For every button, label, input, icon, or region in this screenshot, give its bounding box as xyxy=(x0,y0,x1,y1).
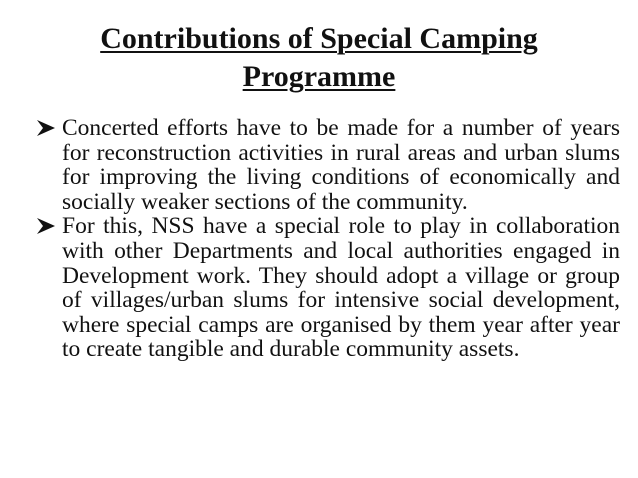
arrow-bullet-icon xyxy=(34,214,58,238)
slide-title-line-1: Contributions of Special Camping xyxy=(100,22,538,55)
bullet-text-1: Concerted efforts have to be made for a number of years for reconstruction activities in rural areas and urban slums for improving the living conditions of economically and socially weaker sections of the community. xyxy=(62,115,620,215)
bullet-item-2 xyxy=(34,214,620,362)
arrow-bullet-icon xyxy=(34,116,58,140)
bullet-text-2: For this, NSS have a special role to play in collaboration with other Departments and local authorities engaged in Development work. They should adopt a village or group of villages/urban slums for intensive social development, where special camps are organised by them year after year to create tangible and durable community assets. xyxy=(62,213,620,363)
bullet-item-1 xyxy=(34,116,620,214)
slide-title-line-2: Programme xyxy=(242,60,396,93)
bullet-list xyxy=(34,116,620,362)
slide-title xyxy=(20,20,618,96)
